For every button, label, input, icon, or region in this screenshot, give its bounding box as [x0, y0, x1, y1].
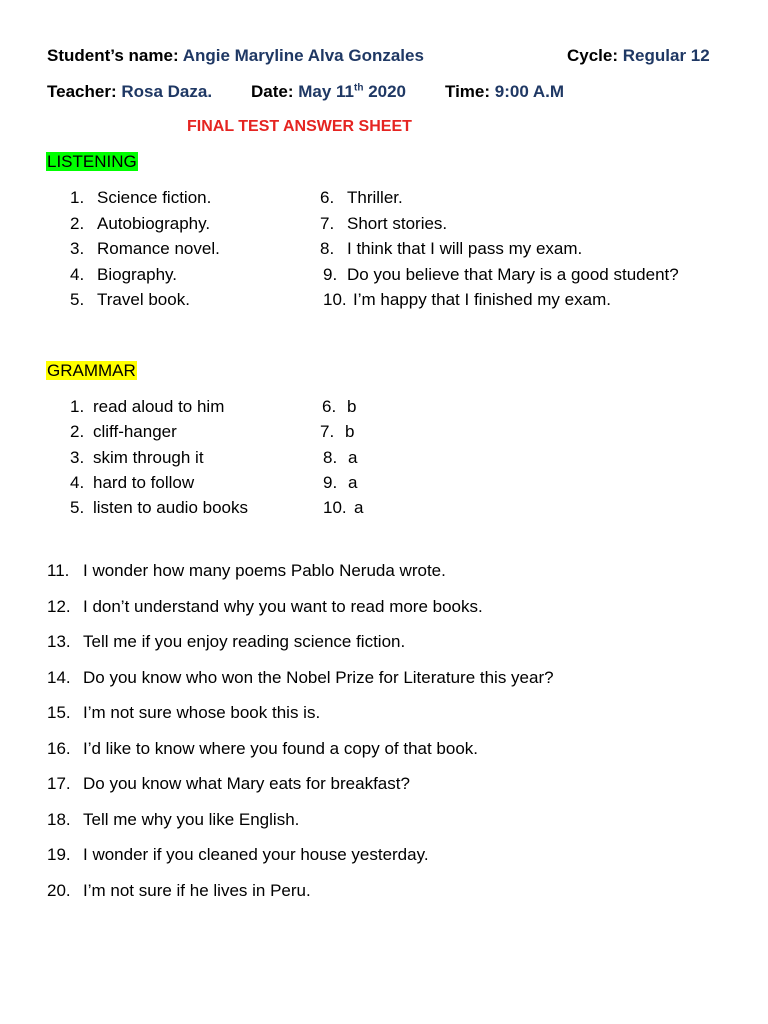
date-line	[251, 82, 406, 102]
list-item: 2. Autobiography.	[70, 213, 211, 233]
list-item: 14. Do you know who won the Nobel Prize for Literature this year?	[47, 667, 554, 687]
grammar-heading: GRAMMAR	[47, 361, 136, 380]
list-item: 16. I’d like to know where you found a copy of that book.	[47, 738, 479, 758]
list-item: 11. I wonder how many poems Pablo Neruda wrote.	[47, 561, 446, 580]
list-item: 4. hard to follow	[70, 472, 195, 492]
list-item: 3. Romance novel.	[70, 239, 220, 258]
time-value: 9:00 A.M	[494, 82, 565, 101]
list-item: 4. Biography.	[70, 264, 178, 284]
date-value: May 11th 2020	[298, 82, 407, 101]
listening-left-list	[70, 188, 220, 316]
page-title: FINAL TEST ANSWER SHEET	[187, 118, 412, 135]
list-item: 10. a	[323, 498, 364, 518]
list-item: 8. I think that I will pass my exam.	[320, 239, 583, 258]
listening-heading: LISTENING	[47, 152, 137, 171]
cycle-line	[567, 46, 710, 66]
list-item: 9. Do you believe that Mary is a good student?	[323, 264, 679, 284]
list-item: 13. Tell me if you enjoy reading science fiction.	[47, 632, 406, 651]
list-item: 6. Thriller.	[320, 188, 403, 207]
list-item: 17. Do you know what Mary eats for breakfast?	[47, 774, 410, 793]
list-item: 1. read aloud to him	[70, 397, 225, 416]
time-label: Time:	[445, 82, 491, 101]
sentence-list	[47, 561, 554, 916]
teacher-line	[47, 82, 212, 102]
list-item: 20. I’m not sure if he lives in Peru.	[47, 880, 311, 900]
list-item: 2. cliff-hanger	[70, 422, 177, 442]
cycle-value: Regular 12	[622, 46, 710, 65]
grammar-left-list	[70, 397, 248, 523]
list-item: 12. I don’t understand why you want to read more books.	[47, 596, 483, 616]
list-item: 7. Short stories.	[320, 213, 448, 233]
list-item: 5. listen to audio books	[70, 498, 248, 518]
list-item: 1. Science fiction.	[70, 188, 212, 207]
list-item: 19. I wonder if you cleaned your house yesterday.	[47, 845, 429, 864]
grammar-right-list	[320, 397, 363, 523]
student-name-value: Angie Maryline Alva Gonzales	[182, 46, 424, 65]
list-item: 3. skim through it	[70, 447, 204, 467]
teacher-value: Rosa Daza.	[121, 82, 213, 101]
list-item: 7. b	[320, 422, 355, 442]
time-line	[445, 82, 564, 102]
teacher-label: Teacher:	[47, 82, 117, 101]
student-name-line	[47, 46, 424, 66]
date-label: Date:	[251, 82, 294, 101]
list-item: 6. b	[322, 397, 357, 416]
list-item: 18. Tell me why you like English.	[47, 809, 300, 829]
student-name-label: Student’s name:	[47, 46, 179, 65]
cycle-label: Cycle:	[567, 46, 619, 65]
list-item: 8. a	[323, 447, 358, 467]
list-item: 9. a	[323, 472, 358, 492]
list-item: 15. I’m not sure whose book this is.	[47, 703, 321, 722]
listening-right-list	[320, 188, 679, 316]
list-item: 10. I’m happy that I finished my exam.	[323, 290, 611, 309]
list-item: 5. Travel book.	[70, 290, 190, 309]
